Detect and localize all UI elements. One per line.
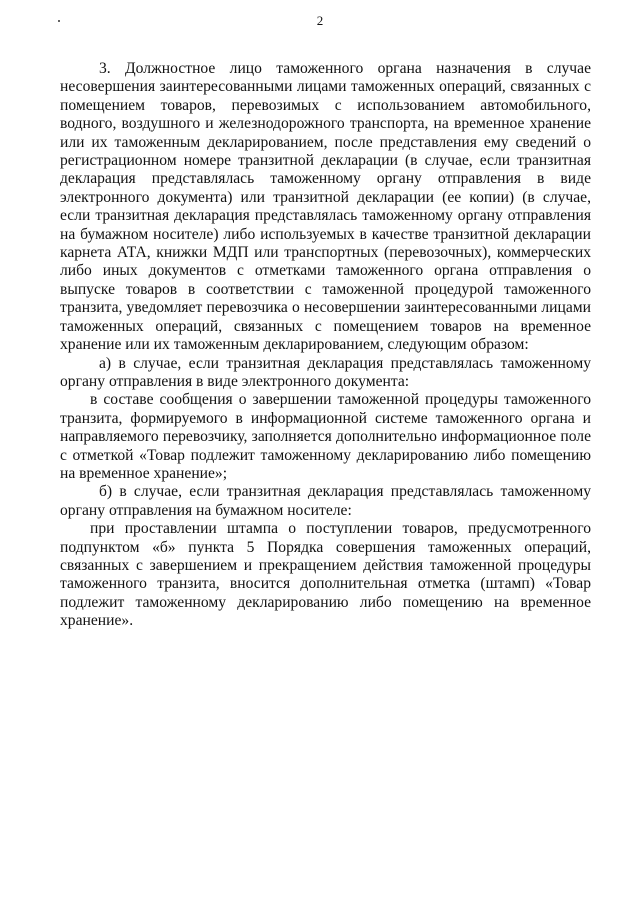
document-body xyxy=(60,60,591,631)
page-number: 2 xyxy=(316,13,324,28)
subitem-a: а) в случае, если транзитная декларация представлялась таможенному органу отправления в виде электронного документа: xyxy=(60,354,591,390)
subitem-b: б) в случае, если транзитная декларация представлялась таможенному органу отправления на бумажном носителе: xyxy=(60,483,591,519)
subitem-b-text: при проставлении штампа о поступлении товаров, предусмотренного подпунктом «б» пункта 5 Порядка совершения таможенных операций, связанных с завершением и прекращением действия таможенной процедуры таможенного транзита, вносится дополнительная отметка (штамп) «Товар подлежит таможенному декларированию либо помещению на временное хранение». xyxy=(60,520,591,630)
subitem-a-text: в составе сообщения о завершении таможенной процедуры таможенного транзита, формируемого в информационной системе таможенного органа и направляемого перевозчику, заполняется дополнительно информационное поле с отметкой «Товар подлежит таможенному декларированию либо помещению на временное хранение»; xyxy=(60,391,591,482)
paragraph-3-main: 3. Должностное лицо таможенного органа назначения в случае несовершения заинтересованными лицами таможенных операций, связанных с помещением товаров, перевозимых с использованием автомобильного, водного, воздушного и железнодорожного транспорта, на временное хранение или их таможенным декларированием, после представления ему сведений о регистрационном номере транзитной декларации (в случае, если транзитная декларация представлялась таможенному органу отправления в виде электронного документа) или транзитной декларации (ее копии) (в случае, если транзитная декларация представлялась таможенному органу отправления на бумажном носителе) либо используемых в качестве транзитной декларации карнета АТА, книжки МДП или транспортных (перевозочных), коммерческих либо иных документов с отметками таможенного органа отправления о выпуске товаров в соответствии с таможенной процедурой таможенного транзита, уведомляет перевозчика о несовершении заинтересованными лицами таможенных операций, связанных с помещением товаров на временное хранение или их таможенным декларированием, следующим образом: xyxy=(60,60,591,354)
